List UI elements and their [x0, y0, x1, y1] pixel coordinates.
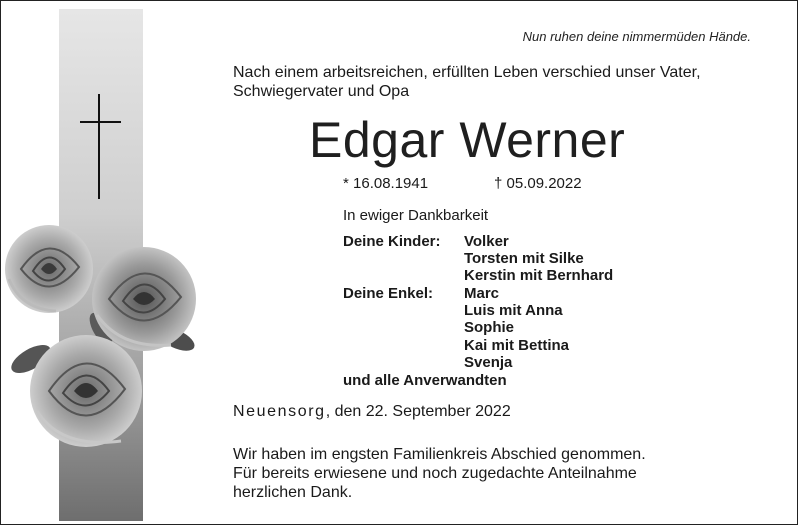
- grandchild-name: Luis mit Anna: [464, 302, 563, 319]
- closing-line-1: Wir haben im engsten Familienkreis Abschied genommen.: [233, 446, 646, 463]
- closing-line-3: herzlichen Dank.: [233, 484, 353, 501]
- date-text: , den 22. September 2022: [325, 403, 511, 420]
- grandchild-name: Marc: [464, 285, 500, 302]
- intro-text: [233, 63, 701, 101]
- child-name: Kerstin mit Bernhard: [464, 267, 614, 284]
- closing-text: [233, 445, 646, 502]
- child-name: Torsten mit Silke: [464, 250, 584, 267]
- gratitude-line: In ewiger Dankbarkeit: [343, 207, 489, 224]
- grandchild-name: Kai mit Bettina: [464, 337, 570, 354]
- death-date: † 05.09.2022: [494, 175, 582, 192]
- intro-line-2: Schwiegervater und Opa: [233, 83, 410, 100]
- intro-line-1: Nach einem arbeitsreichen, erfüllten Leben verschied unser Vater,: [233, 64, 701, 81]
- birth-date: * 16.08.1941: [343, 175, 429, 192]
- grandchildren-label: Deine Enkel:: [343, 285, 434, 302]
- grandchild-name: Svenja: [464, 354, 513, 371]
- closing-line-2: Für bereits erwiesene und noch zugedachte Anteilnahme: [233, 465, 637, 482]
- cross-icon: [98, 94, 100, 199]
- cross-icon-bar: [80, 121, 121, 123]
- grandchild-name: Sophie: [464, 319, 515, 336]
- place-date-line: [233, 403, 511, 421]
- child-name: Volker: [464, 233, 509, 250]
- motto-quote: Nun ruhen deine nimmermüden Hände.: [522, 29, 751, 44]
- roses-image: [1, 219, 211, 459]
- deceased-name: Edgar Werner: [309, 112, 626, 168]
- children-label: Deine Kinder:: [343, 233, 441, 250]
- town-name: Neuensorg: [233, 403, 326, 420]
- relatives-line: und alle Anverwandten: [343, 372, 507, 389]
